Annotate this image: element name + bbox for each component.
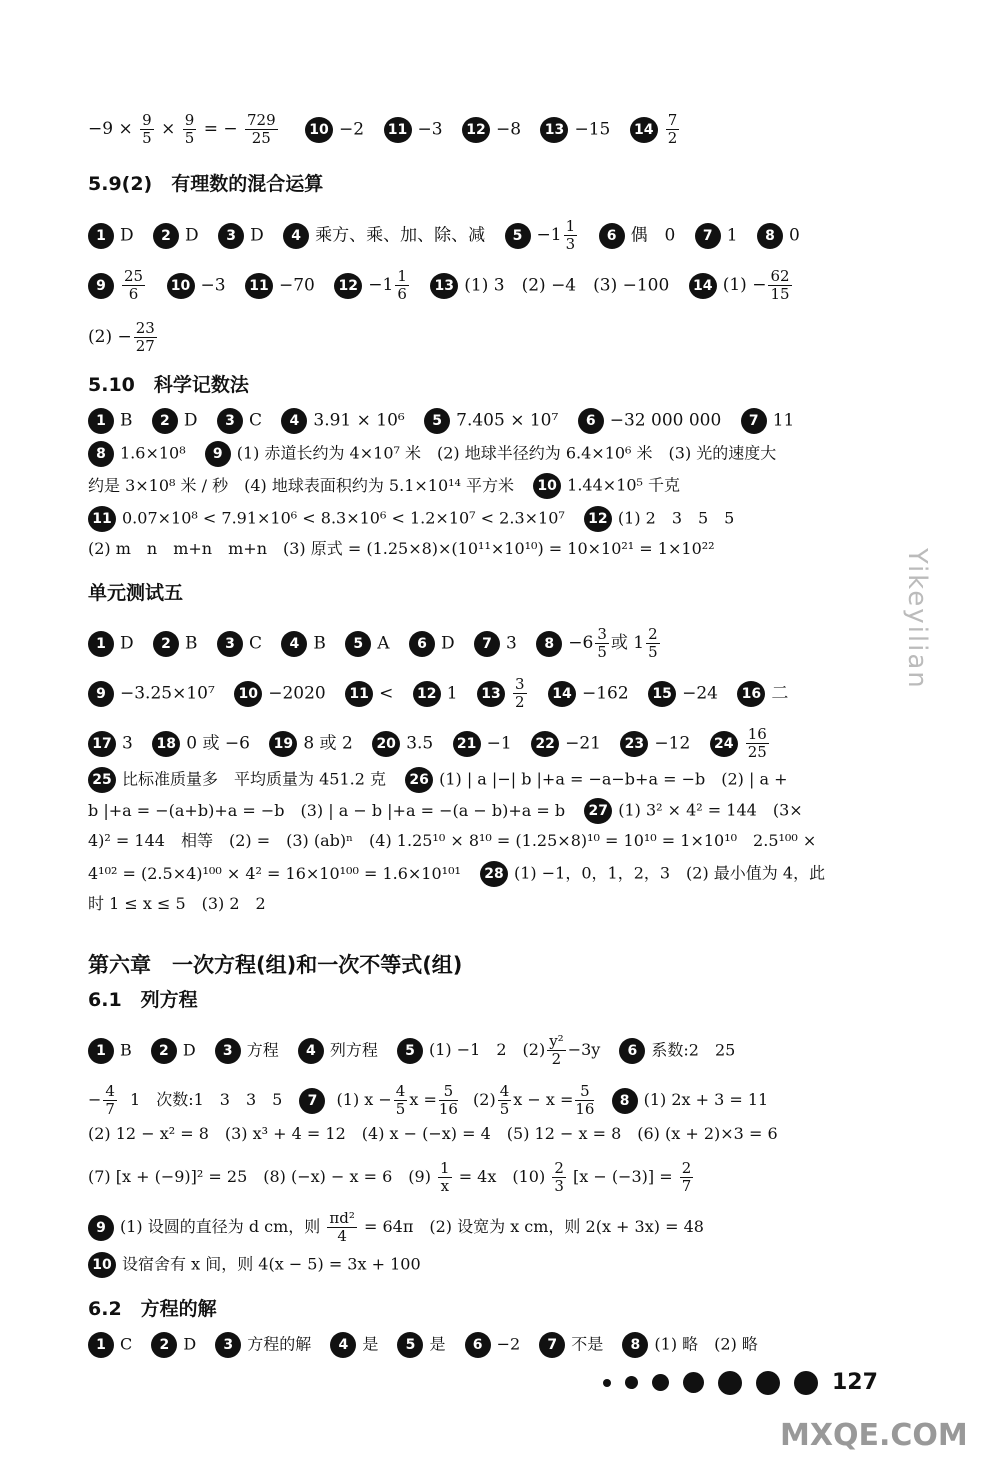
answer-line: [88, 268, 808, 303]
answer-line: [88, 1332, 772, 1358]
answer-text: (2): [473, 1090, 496, 1109]
answer-text: (1) −1，0，1，2，3 (2) 最小值为 4，此: [514, 863, 826, 883]
question-number-badge: 3: [215, 1038, 241, 1064]
answer-text: 1.44×10⁵ 千克: [567, 475, 681, 495]
answer-text: 列方程: [329, 1040, 378, 1059]
answer-text: −6: [568, 633, 594, 653]
question-number-badge: 10: [88, 1252, 116, 1278]
answer-line: [88, 441, 776, 467]
fraction: $\frac{4}{5}$: [499, 1082, 510, 1118]
answer-line: [88, 767, 787, 793]
answer-text: [x − (−3)] =: [572, 1167, 673, 1186]
answer-line: [88, 1210, 704, 1245]
fraction: $\frac{16}{25}$: [747, 725, 767, 761]
question-number-badge: 10: [305, 117, 333, 143]
answer-text: (1) x −: [336, 1090, 392, 1109]
question-number-badge: 5: [505, 223, 531, 249]
section-heading: 5.10 科学记数法: [88, 374, 249, 396]
answer-text: 7.405 × 10⁷: [456, 410, 559, 431]
question-number-badge: 5: [397, 1038, 423, 1064]
question-number-badge: 11: [384, 117, 412, 143]
fraction: $\frac{\text{y²}}{2}$: [549, 1032, 564, 1068]
answer-text: B: [185, 633, 198, 653]
answer-text: (1) | a |−| b |+a = −a−b+a = −b (2) | a +: [439, 769, 788, 789]
answer-text: 8 或 2: [303, 733, 353, 753]
answer-text: −3.25×10⁷: [120, 683, 215, 703]
answer-text: B: [120, 410, 133, 431]
answer-text: B: [313, 633, 326, 653]
question-number-badge: 8: [757, 223, 783, 249]
question-number-badge: 8: [612, 1088, 638, 1114]
fraction: $\frac{7}{2}$: [667, 111, 678, 147]
section-heading: 5.9(2) 有理数的混合运算: [88, 173, 324, 195]
question-number-badge: 8: [622, 1332, 648, 1358]
answer-text: D: [440, 633, 455, 653]
question-number-badge: 4: [281, 408, 307, 434]
footer-dot: [794, 1371, 818, 1395]
question-number-badge: 6: [578, 408, 604, 434]
question-number-badge: 16: [737, 681, 765, 707]
question-number-badge: 7: [474, 631, 500, 657]
section-heading: 6.2 方程的解: [88, 1298, 217, 1320]
answer-text: 1.6×10⁸: [120, 443, 186, 463]
answer-text: D: [120, 633, 134, 653]
answer-text: 是: [429, 1334, 446, 1354]
question-number-badge: 5: [424, 408, 450, 434]
answer-text: A: [377, 633, 390, 653]
answer-line: 时 1 ≤ x ≤ 5 (3) 2 2: [88, 894, 266, 913]
answer-text: 3: [506, 633, 517, 653]
question-number-badge: 4: [330, 1332, 356, 1358]
answer-text: −12: [654, 733, 691, 753]
footer-dot: [756, 1371, 780, 1395]
answer-text: −1: [486, 733, 512, 753]
answer-text: −1: [368, 275, 394, 295]
question-number-badge: 10: [234, 681, 262, 707]
question-number-badge: 10: [533, 473, 561, 499]
question-number-badge: 1: [88, 408, 114, 434]
question-number-badge: 14: [630, 117, 658, 143]
question-number-badge: 2: [153, 223, 179, 249]
answer-text: −1: [536, 225, 562, 245]
answer-text: −162: [581, 683, 629, 703]
question-number-badge: 24: [710, 731, 738, 757]
answer-text: −: [88, 1090, 102, 1109]
answer-line: [88, 408, 808, 434]
question-number-badge: 3: [218, 223, 244, 249]
answer-text: −70: [278, 275, 315, 295]
question-number-badge: 6: [619, 1038, 645, 1064]
section-heading: 6.1 列方程: [88, 989, 198, 1011]
fraction: $\frac{5}{16}$: [438, 1082, 458, 1118]
answer-text: 系数:2 25: [651, 1040, 736, 1059]
question-number-badge: 28: [480, 861, 508, 887]
question-number-badge: 5: [397, 1332, 423, 1358]
answer-text: 方程的解: [247, 1334, 312, 1354]
page-number: 127: [832, 1370, 878, 1395]
chapter-heading: 第六章 一次方程(组)和一次不等式(组): [88, 953, 463, 977]
question-number-badge: 12: [334, 273, 362, 299]
question-number-badge: 9: [205, 441, 231, 467]
question-number-badge: 8: [536, 631, 562, 657]
answer-line: [88, 1083, 768, 1118]
fraction: $\frac{25}{6}$: [124, 267, 144, 303]
question-number-badge: 11: [345, 681, 373, 707]
answer-text: = 4x (10): [458, 1167, 546, 1186]
answer-text: 约是 3×10⁸ 米 / 秒 (4) 地球表面积约为 5.1×10¹⁴ 平方米: [88, 475, 515, 495]
question-number-badge: 8: [88, 441, 114, 467]
answer-text: (1) 2 3 5 5: [617, 508, 735, 528]
answer-text: 偶 0: [630, 225, 676, 245]
answer-text: (1) 3² × 4² = 144 (3×: [618, 800, 803, 820]
answer-text: = 64π (2) 设宽为 x cm，则 2(x + 3x) = 48: [363, 1217, 704, 1236]
question-number-badge: 13: [477, 681, 505, 707]
answer-line: [88, 861, 825, 887]
question-number-badge: 6: [599, 223, 625, 249]
question-number-badge: 13: [430, 273, 458, 299]
question-number-badge: 19: [269, 731, 297, 757]
answer-line: [88, 1252, 421, 1278]
question-number-badge: 3: [215, 1332, 241, 1358]
fraction: $\frac{1}{x}$: [440, 1159, 450, 1195]
question-number-badge: 14: [548, 681, 576, 707]
question-number-badge: 15: [648, 681, 676, 707]
question-number-badge: 26: [405, 767, 433, 793]
answer-text: 1: [446, 683, 458, 703]
question-number-badge: 23: [620, 731, 648, 757]
answer-text: 或 1: [610, 633, 645, 653]
fraction: $\frac{4}{5}$: [395, 1082, 406, 1118]
fraction: $\frac{2}{5}$: [648, 625, 658, 661]
footer-dot: [718, 1371, 742, 1395]
fraction: $\frac{23}{27}$: [135, 319, 155, 355]
answer-line: [88, 798, 803, 824]
question-number-badge: 2: [151, 1332, 177, 1358]
expr-text: ×: [161, 119, 176, 139]
answer-text: 0: [789, 225, 800, 245]
answer-text: (1) 赤道长约为 4×10⁷ 米 (2) 地球半径约为 6.4×10⁶ 米 (3) 光的速度大: [236, 443, 777, 463]
answer-line: [88, 506, 734, 532]
fraction: $\frac{62}{15}$: [770, 267, 790, 303]
answer-text: 设宿舍有 x 间，则 4(x − 5) = 3x + 100: [122, 1254, 421, 1274]
answer-text: −3: [417, 119, 443, 139]
question-number-badge: 18: [152, 731, 180, 757]
question-number-badge: 14: [689, 273, 717, 299]
question-number-badge: 27: [584, 798, 612, 824]
answer-line: [88, 320, 159, 355]
answer-line: (2) 12 − x² = 8 (3) x³ + 4 = 12 (4) x − (−x) = 4 (5) 12 − x = 8 (6) (x + 2)×3 = 6: [88, 1124, 778, 1143]
fraction: $\frac{3}{5}$: [597, 625, 607, 661]
answer-text: 是: [362, 1334, 379, 1354]
answer-text: 不是: [571, 1334, 604, 1354]
question-number-badge: 9: [88, 1215, 114, 1241]
answer-text: 1: [726, 225, 738, 245]
answer-text: D: [120, 225, 134, 245]
question-number-badge: 7: [741, 408, 767, 434]
top-answer-line: [88, 112, 695, 147]
question-number-badge: 5: [345, 631, 371, 657]
question-number-badge: 12: [462, 117, 490, 143]
answer-text: 4¹⁰² = (2.5×4)¹⁰⁰ × 4² = 16×10¹⁰⁰ = 1.6×10¹⁰¹: [88, 863, 461, 883]
answer-text: −2020: [268, 683, 326, 703]
answer-text: (1) 2x + 3 = 11: [643, 1090, 769, 1109]
fraction: $\frac{2}{7}$: [681, 1159, 692, 1195]
answer-text: (1) 3 (2) −4 (3) −100: [464, 275, 670, 295]
answer-text: b |+a = −(a+b)+a = −b (3) | a − b |+a = −(a − b)+a = b: [88, 800, 566, 820]
fraction: $\frac{1}{6}$: [397, 267, 407, 303]
question-number-badge: 17: [88, 731, 116, 757]
answer-text: −3: [200, 275, 226, 295]
page-footer-dots: [603, 1370, 878, 1395]
answer-line: [88, 1033, 749, 1068]
answer-text: x =: [409, 1090, 437, 1109]
question-number-badge: 1: [88, 223, 114, 249]
question-number-badge: 7: [695, 223, 721, 249]
question-number-badge: 2: [152, 408, 178, 434]
answer-text: D: [183, 410, 198, 431]
answer-text: <: [379, 683, 394, 703]
question-number-badge: 4: [283, 223, 309, 249]
answer-text: (1) 设圆的直径为 d cm，则: [120, 1217, 321, 1236]
question-number-badge: 7: [539, 1332, 565, 1358]
answer-text: C: [248, 410, 262, 431]
answer-text: 0 或 −6: [186, 733, 250, 753]
question-number-badge: 3: [217, 408, 243, 434]
fraction: $\frac{3}{2}$: [515, 675, 525, 711]
answer-line: (2) m n m+n m+n (3) 原式 = (1.25×8)×(10¹¹×10¹⁰) = 10×10²¹ = 1×10²²: [88, 539, 715, 558]
answer-text: −32 000 000: [609, 410, 722, 431]
question-number-badge: 1: [88, 1332, 114, 1358]
fraction: $\frac{4}{7}$: [105, 1082, 115, 1118]
answer-line: [88, 626, 676, 661]
answer-text: D: [185, 225, 199, 245]
answer-text: (1) 略 (2) 略: [654, 1334, 758, 1354]
question-number-badge: 10: [167, 273, 195, 299]
answer-text: D: [182, 1040, 196, 1059]
answer-text: 0.07×10⁸ < 7.91×10⁶ < 8.3×10⁶ < 1.2×10⁷ < 2.3×10⁷: [122, 508, 565, 528]
footer-logo: MXQE.COM: [780, 1418, 968, 1453]
question-number-badge: 11: [88, 506, 116, 532]
question-number-badge: 11: [245, 273, 273, 299]
question-number-badge: 1: [88, 631, 114, 657]
question-number-badge: 7: [299, 1088, 325, 1114]
question-number-badge: 25: [88, 767, 116, 793]
answer-line: [88, 726, 785, 761]
answer-text: 3.91 × 10⁶: [313, 410, 405, 431]
question-number-badge: 2: [153, 631, 179, 657]
answer-line: [88, 473, 680, 499]
answer-text: −15: [574, 119, 611, 139]
question-number-badge: 4: [298, 1038, 324, 1064]
answer-text: 比标准质量多 平均质量为 451.2 克: [122, 769, 386, 789]
section-heading: 单元测试五: [88, 582, 184, 604]
answer-line: [88, 1160, 695, 1195]
answer-text: 3.5: [406, 733, 434, 753]
fraction: $\frac{1}{3}$: [565, 217, 576, 253]
answer-text: x − x =: [513, 1090, 574, 1109]
question-number-badge: 20: [372, 731, 400, 757]
watermark: Yikeyilian: [902, 548, 932, 690]
answer-text: (1) −: [722, 275, 767, 295]
answer-text: 3: [122, 733, 133, 753]
footer-dot: [625, 1376, 638, 1389]
question-number-badge: 22: [531, 731, 559, 757]
answer-text: −8: [495, 119, 522, 139]
answer-text: 二: [771, 683, 789, 703]
answer-text: 方程: [246, 1040, 279, 1059]
answer-text: −3y: [567, 1040, 601, 1059]
question-number-badge: 4: [281, 631, 307, 657]
answer-text: 1 次数:1 3 3 5: [130, 1090, 283, 1109]
question-number-badge: 1: [88, 1038, 114, 1064]
answer-line: 4)² = 144 相等 (2) = (3) (ab)ⁿ (4) 1.25¹⁰ × 8¹⁰ = (1.25×8)¹⁰ = 10¹⁰ = 1×10¹⁰ 2.5¹⁰⁰ ×: [88, 831, 817, 850]
answer-text: B: [120, 1040, 132, 1059]
answer-text: −24: [682, 683, 718, 703]
fraction: $\frac{9}{5}$: [184, 111, 195, 147]
answer-line: [88, 676, 802, 711]
fraction: $\frac{9}{5}$: [142, 111, 152, 147]
question-number-badge: 6: [409, 631, 435, 657]
answer-text: (7) [x + (−9)]² = 25 (8) (−x) − x = 6 (9): [88, 1167, 431, 1186]
fraction: $\frac{5}{16}$: [575, 1082, 595, 1118]
fraction: $\frac{\text{πd²}}{4}$: [329, 1209, 355, 1245]
question-number-badge: 21: [453, 731, 481, 757]
footer-dot: [683, 1372, 704, 1393]
footer-dot: [652, 1374, 669, 1391]
answer-text: (1) −1 2 (2): [429, 1040, 546, 1059]
answer-text: 乘方、乘、加、除、减: [315, 225, 486, 245]
answer-line: [88, 218, 814, 253]
question-number-badge: 9: [88, 681, 114, 707]
question-number-badge: 6: [465, 1332, 491, 1358]
question-number-badge: 2: [151, 1038, 177, 1064]
question-number-badge: 9: [88, 273, 114, 299]
answer-text: D: [250, 225, 264, 245]
answer-text: C: [248, 633, 262, 653]
answer-text: 11: [772, 410, 795, 431]
question-number-badge: 12: [584, 506, 612, 532]
answer-text: D: [183, 1334, 197, 1354]
fraction: $\frac{2}{3}$: [554, 1159, 564, 1195]
answer-text: −2: [496, 1334, 521, 1354]
expr-text: = −: [203, 119, 238, 139]
footer-dot: [603, 1379, 611, 1387]
question-number-badge: 12: [413, 681, 441, 707]
question-number-badge: 3: [217, 631, 243, 657]
fraction: $\frac{729}{25}$: [247, 111, 276, 147]
answer-text: −21: [565, 733, 601, 753]
answer-text: (2) −: [88, 327, 132, 347]
answer-text: −2: [339, 119, 365, 139]
answer-text: C: [120, 1334, 133, 1354]
question-number-badge: 13: [540, 117, 568, 143]
expr-text: −9 ×: [88, 119, 133, 139]
